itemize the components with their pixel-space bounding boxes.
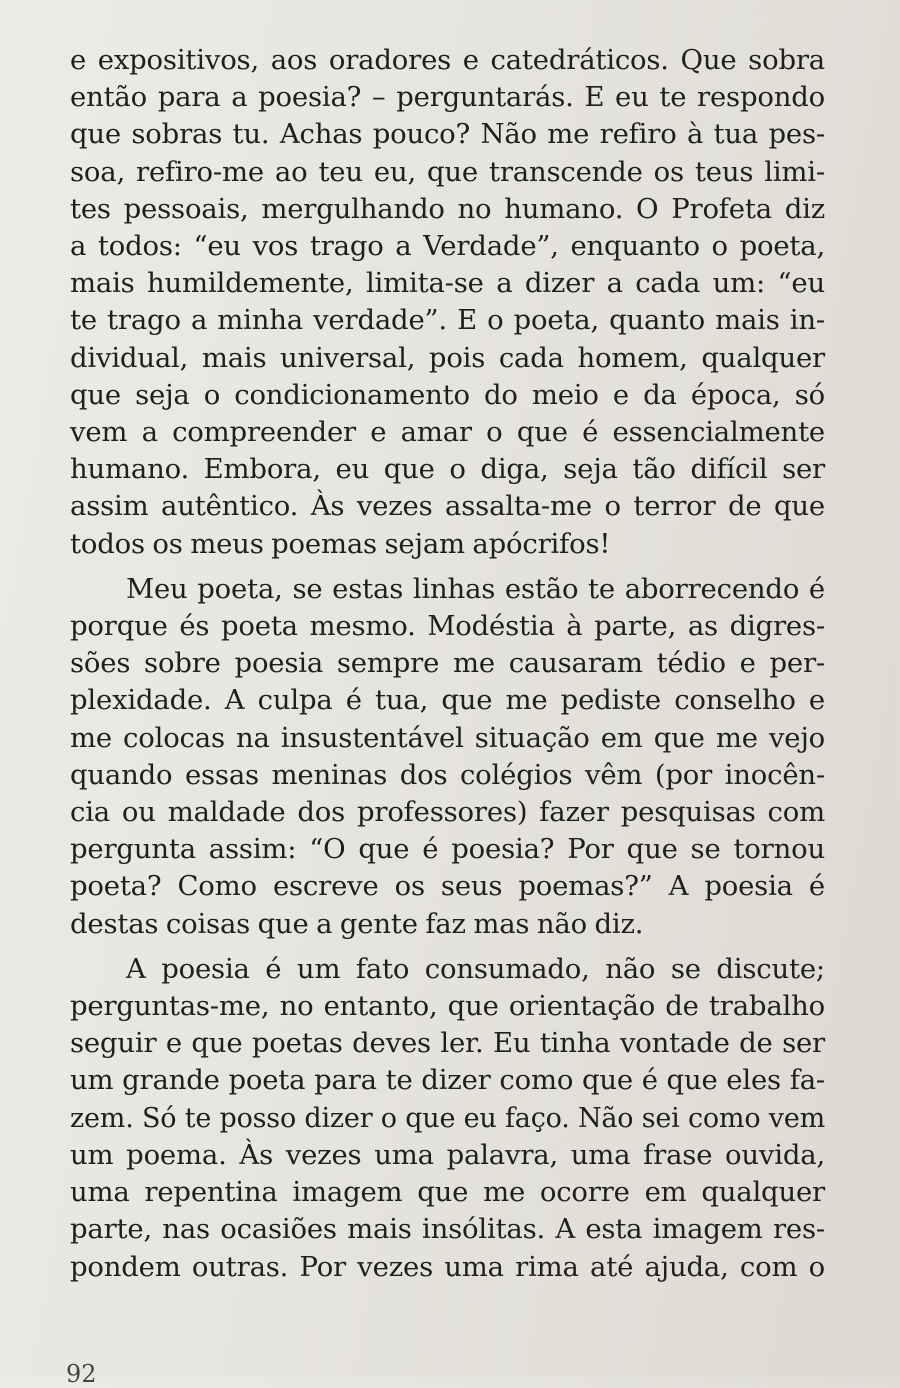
text-line: pergunta assim: “O que é poesia? Por que se tornou (70, 833, 825, 866)
text-line: assim autêntico. Às vezes assalta-me o terror de que (70, 490, 825, 523)
text-line: mais humildemente, limita-se a dizer a cada um: “eu (70, 267, 825, 300)
text-line: um grande poeta para te dizer como que é que eles fa- (70, 1064, 825, 1097)
text-line: porque és poeta mesmo. Modéstia à parte, as digres- (70, 610, 825, 643)
text-line: cia ou maldade dos professores) fazer pesquisas com (70, 796, 825, 829)
text-line: te trago a minha verdade”. E o poeta, quanto mais in- (70, 304, 825, 337)
text-line: soa, refiro-me ao teu eu, que transcende os teus limi- (70, 155, 825, 188)
text-line: quando essas meninas dos colégios vêm (por inocên- (70, 758, 825, 791)
text-line: parte, nas ocasiões mais insólitas. A esta imagem res- (70, 1213, 825, 1246)
text-line: A poesia é um fato consumado, não se discute; (126, 952, 825, 985)
text-line: tes pessoais, mergulhando no humano. O Profeta diz (70, 192, 825, 225)
body-text (70, 42, 825, 1286)
text-line: seguir e que poetas deves ler. Eu tinha vontade de ser (70, 1027, 825, 1060)
text-line: plexidade. A culpa é tua, que me pediste conselho e (70, 684, 825, 717)
text-line: me colocas na insustentável situação em que me vejo (70, 721, 825, 754)
text-line: que seja o condicionamento do meio e da época, só (70, 378, 825, 411)
text-line: zem. Só te posso dizer o que eu faço. Não sei como vem (70, 1102, 825, 1134)
page-number: 92 (66, 1360, 97, 1388)
text-line: um poema. Às vezes uma palavra, uma frase ouvida, (70, 1138, 825, 1171)
text-line: humano. Embora, eu que o diga, seja tão difícil ser (70, 453, 825, 486)
text-line: destas coisas que a gente faz mas não diz. (70, 907, 644, 940)
text-line: e expositivos, aos oradores e catedráticos. Que sobra (70, 44, 825, 76)
text-line: vem a compreender e amar o que é essencialmente (70, 416, 825, 449)
text-line: todos os meus poemas sejam apócrifos! (70, 527, 611, 560)
text-line: poeta? Como escreve os seus poemas?” A poesia é (70, 870, 825, 903)
text-line: Meu poeta, se estas linhas estão te aborrecendo é (126, 572, 825, 605)
text-line: então para a poesia? – perguntarás. E eu te respondo (70, 81, 825, 114)
text-line: perguntas-me, no entanto, que orientação de trabalho (70, 990, 825, 1023)
text-line: pondem outras. Por vezes uma rima até ajuda, com o (70, 1250, 825, 1283)
text-line: a todos: “eu vos trago a Verdade”, enquanto o poeta, (70, 230, 825, 263)
text-line: uma repentina imagem que me ocorre em qualquer (70, 1176, 825, 1209)
text-line: sões sobre poesia sempre me causaram tédio e per- (70, 647, 825, 680)
text-line: que sobras tu. Achas pouco? Não me refiro à tua pes- (70, 118, 825, 151)
text-line: dividual, mais universal, pois cada homem, qualquer (70, 341, 825, 374)
